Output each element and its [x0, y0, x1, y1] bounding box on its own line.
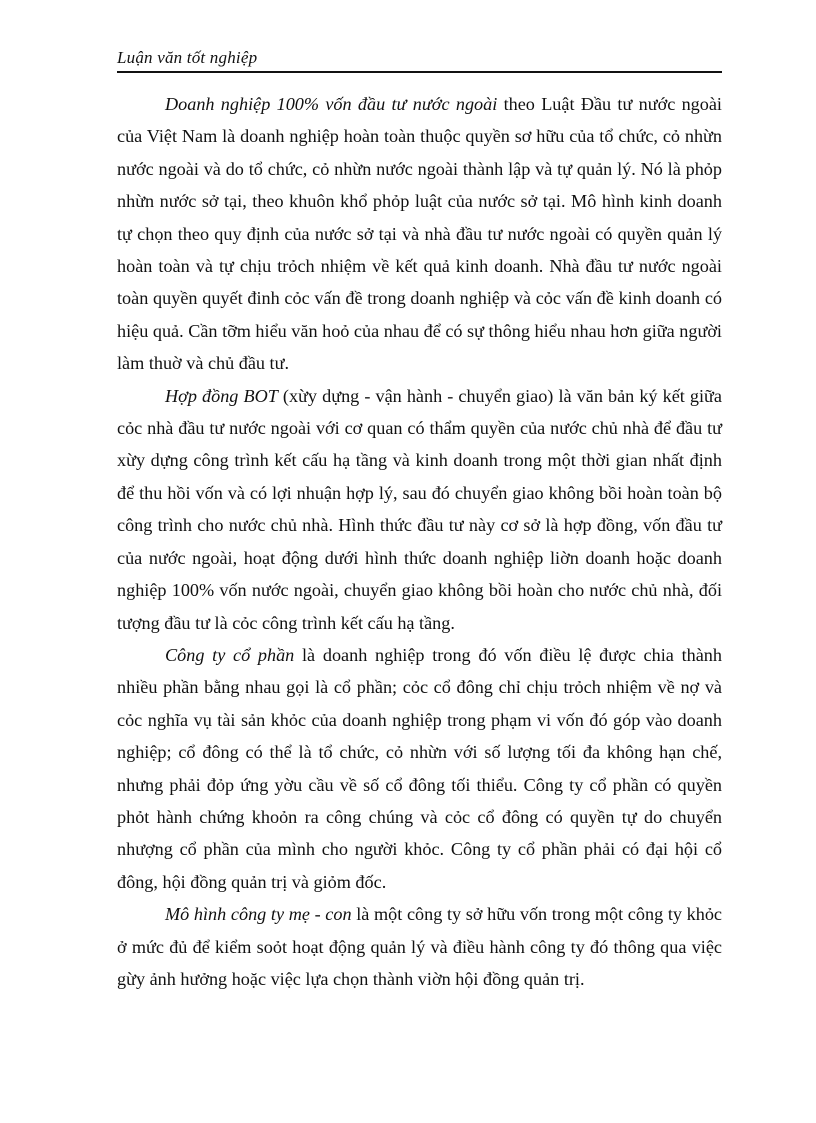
definition-joint-stock-company: là doanh nghiệp trong đó vốn điều lệ được chia thành nhiều phần bằng nhau gọi là cổ phần; cỏc cổ đông chỉ chịu trỏch nhiệm về nợ và cỏc nghĩa vụ tài sản khỏc của doanh nghiệp trong phạm vi vốn đó góp vào doanh nghiệp; cổ đông có thể là tổ chức, cỏ nhừn với số lượng tối đa không hạn chế, nhưng phải đỏp ứng yờu cầu về số cổ đông tối thiểu. Công ty cổ phần có quyền phỏt hành chứng khoỏn ra công chúng và cỏc cổ đông có quyền tự do chuyển nhượng cổ phần của mình cho người khỏc. Công ty cổ phần phải có đại hội cổ đông, hội đồng quản trị và giỏm đốc. — [117, 644, 722, 892]
body-text — [117, 88, 722, 995]
definition-parent-subsidiary-model: là một công ty sở hữu vốn trong một công ty khỏc ở mức đủ để kiểm soỏt hoạt động quản lý và điều hành công ty đó thông qua việc gừy ảnh hưởng hoặc việc lựa chọn thành viờn hội đồng quản trị. — [117, 904, 722, 989]
paragraph-foreign-invested-enterprise — [117, 88, 722, 380]
definition-foreign-invested-enterprise: theo Luật Đầu tư nước ngoài của Việt Nam là doanh nghiệp hoàn toàn thuộc quyền sơ hữu của tổ chức, cỏ nhừn nước ngoài và do tổ chức, cỏ nhừn nước ngoài thành lập và tự quản lý. Nó là phỏp nhừn nước sở tại, theo khuôn khổ phỏp luật của nước sở tại. Mô hình kinh doanh tự chọn theo quy định của nước sở tại và nhà đầu tư nước ngoài có quyền quản lý hoàn toàn và tự chịu trỏch nhiệm về kết quả kinh doanh. Nhà đầu tư nước ngoài toàn quyền quyết đinh cỏc vấn đề trong doanh nghiệp và cỏc vấn đề kinh doanh có hiệu quả. Cần tỡm hiểu văn hoỏ của nhau để có sự thông hiểu nhau hơn giữa người làm thuờ và chủ đầu tư. — [117, 94, 722, 374]
paragraph-joint-stock-company — [117, 639, 722, 898]
paragraph-parent-subsidiary-model — [117, 898, 722, 995]
page-header — [117, 48, 722, 73]
term-parent-subsidiary-model: Mô hình công ty mẹ - con — [165, 904, 352, 925]
term-bot-contract: Hợp đồng BOT — [165, 385, 278, 406]
paragraph-bot-contract — [117, 380, 722, 639]
term-foreign-invested-enterprise: Doanh nghiệp 100% vốn đầu tư nước ngoài — [165, 94, 498, 114]
term-joint-stock-company: Công ty cổ phần — [165, 644, 295, 665]
header-title: Luận văn tốt nghiệp — [117, 48, 258, 67]
definition-bot-contract: (xừy dựng - vận hành - chuyển giao) là văn bản ký kết giữa cỏc nhà đầu tư nước ngoài với cơ quan có thẩm quyền của nước chủ nhà để đầu tư xừy dựng công trình kết cấu hạ tầng và kinh doanh trong một thời gian nhất định để thu hồi vốn và có lợi nhuận hợp lý, sau đó chuyển giao không bồi hoàn toàn bộ công trình cho nước chủ nhà. Hình thức đầu tư này cơ sở là hợp đồng, vốn đầu tư của nước ngoài, hoạt động dưới hình thức doanh nghiệp liờn doanh hoặc doanh nghiệp 100% vốn nước ngoài, chuyển giao không bồi hoàn cho nước chủ nhà, đối tượng đầu tư là cỏc công trình kết cấu hạ tầng. — [117, 385, 722, 633]
